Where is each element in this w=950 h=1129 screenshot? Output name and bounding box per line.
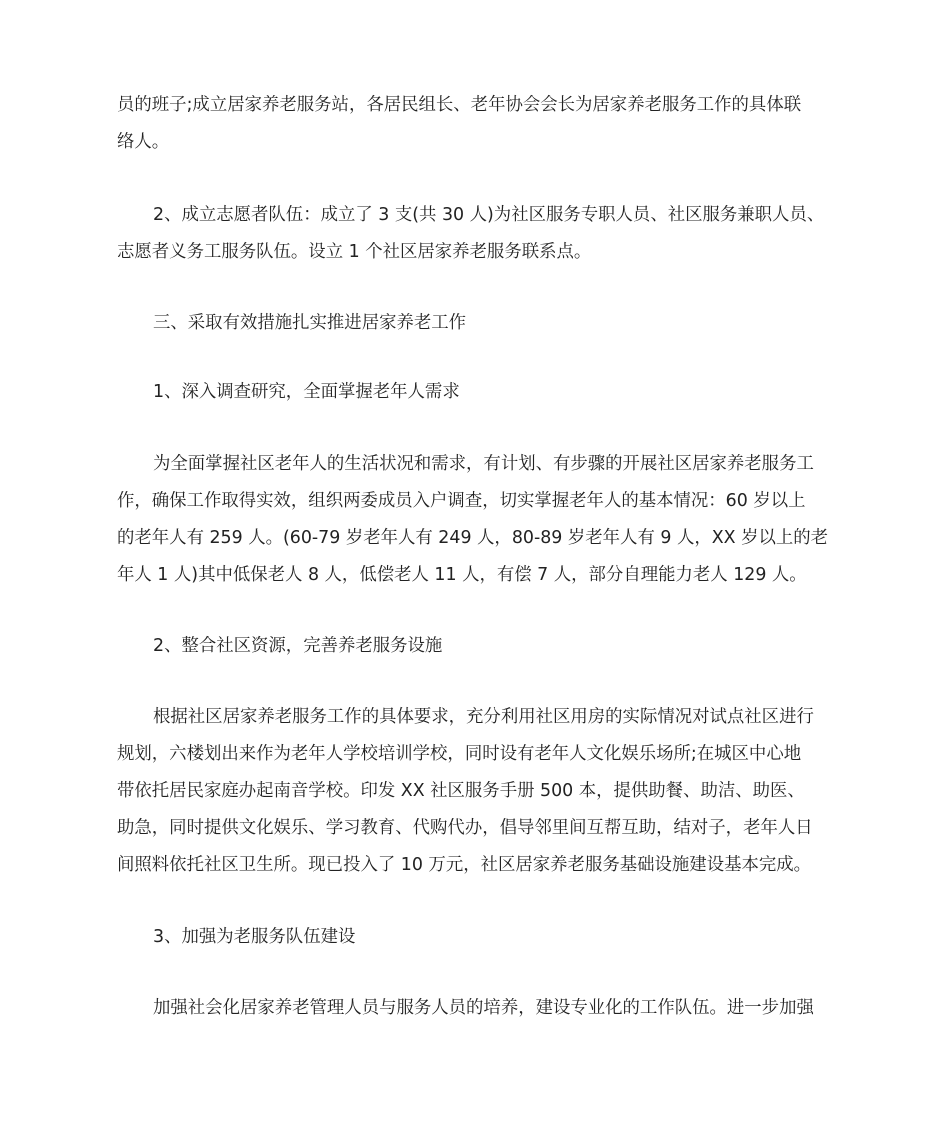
text-line: 的老年人有 259 人。(60-79 岁老年人有 249 人，80-89 岁老年人有 9 人，XX 岁以上的老 bbox=[117, 528, 829, 548]
text-line: 2、成立志愿者队伍：成立了 3 支(共 30 人)为社区服务专职人员、社区服务兼职人员、 bbox=[153, 205, 825, 225]
paragraph-team-building bbox=[117, 990, 837, 1027]
subheading-text: 1、深入调查研究，全面掌握老年人需求 bbox=[153, 382, 460, 402]
text-line: 作，确保工作取得实效，组织两委成员入户调查，切实掌握老年人的基本情况：60 岁以上 bbox=[117, 491, 806, 511]
text-line: 年人 1 人)其中低保老人 8 人，低偿老人 11 人，有偿 7 人，部分自理能力老人 129 人。 bbox=[117, 565, 807, 585]
subheading-survey bbox=[117, 374, 837, 411]
subheading-text: 2、整合社区资源，完善养老服务设施 bbox=[153, 636, 443, 656]
subheading-team-building bbox=[117, 919, 837, 956]
text-line: 络人。 bbox=[117, 132, 170, 152]
text-line: 加强社会化居家养老管理人员与服务人员的培养，建设专业化的工作队伍。进一步加强 bbox=[153, 998, 814, 1018]
text-line: 员的班子;成立居家养老服务站，各居民组长、老年协会会长为居家养老服务工作的具体联 bbox=[117, 95, 802, 115]
paragraph-survey bbox=[117, 446, 837, 594]
text-line: 间照料依托社区卫生所。现已投入了 10 万元，社区居家养老服务基础设施建设基本完成。 bbox=[117, 855, 812, 875]
text-line: 助急，同时提供文化娱乐、学习教育、代购代办，倡导邻里间互帮互助，结对子，老年人日 bbox=[117, 818, 813, 838]
subheading-resources bbox=[117, 628, 837, 665]
text-line: 规划，六楼划出来作为老年人学校培训学校，同时设有老年人文化娱乐场所;在城区中心地 bbox=[117, 744, 802, 764]
text-line: 志愿者义务工服务队伍。设立 1 个社区居家养老服务联系点。 bbox=[117, 242, 592, 262]
heading-text: 三、采取有效措施扎实推进居家养老工作 bbox=[153, 313, 467, 333]
paragraph-resources bbox=[117, 699, 837, 884]
paragraph-volunteer-team bbox=[117, 197, 837, 271]
subheading-text: 3、加强为老服务队伍建设 bbox=[153, 927, 356, 947]
text-line: 根据社区居家养老服务工作的具体要求，充分利用社区用房的实际情况对试点社区进行 bbox=[153, 707, 814, 727]
paragraph-continuation bbox=[117, 87, 837, 161]
text-line: 为全面掌握社区老年人的生活状况和需求，有计划、有步骤的开展社区居家养老服务工 bbox=[153, 454, 814, 474]
section-heading bbox=[117, 305, 837, 342]
text-line: 带依托居民家庭办起南音学校。印发 XX 社区服务手册 500 本，提供助餐、助洁、助医、 bbox=[117, 781, 805, 801]
